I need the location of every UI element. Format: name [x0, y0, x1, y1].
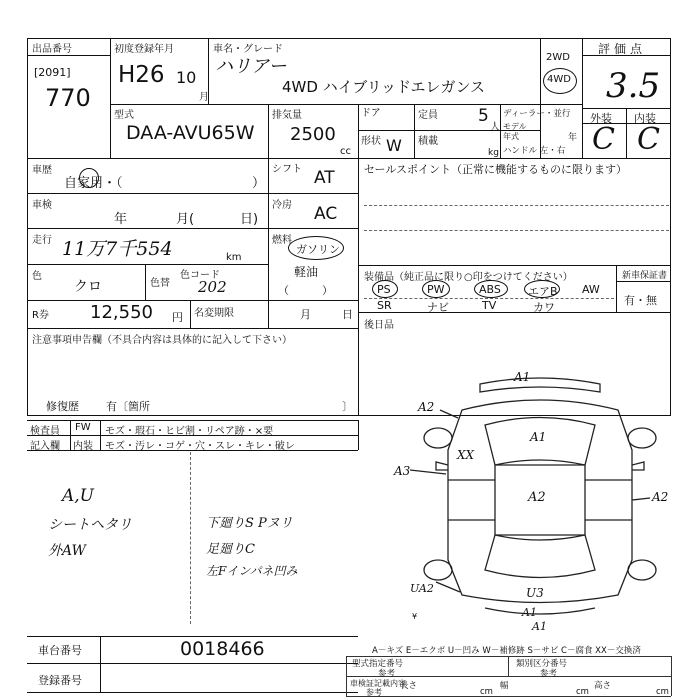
inspection-label: 車検 — [32, 200, 52, 211]
mark-a1-bottom: A1 — [532, 620, 547, 633]
fuel-paren: （ ） — [278, 284, 333, 297]
capacity-label: 定員 — [418, 110, 438, 121]
length-label: 長さ — [400, 681, 418, 691]
inspector-note-1: A,U — [62, 486, 95, 506]
equip-airbag: エアB — [528, 285, 558, 298]
fuel-gas: ガソリン — [296, 243, 340, 256]
repair-value: 有〔箇所 — [106, 400, 150, 413]
height-unit: cm — [656, 687, 669, 697]
name-change-day: 日 — [342, 308, 353, 321]
ac: AC — [314, 204, 338, 224]
mark-a3: A3 — [394, 464, 411, 478]
inspector-note-2: シートヘタリ — [48, 517, 132, 533]
history-label: 車歴 — [32, 165, 52, 176]
displacement-unit: cc — [340, 146, 351, 157]
damage-legend: A－キズ E－エクボ U－凹み W－補修跡 S－サビ C－腐食 XX－交換済 — [372, 646, 641, 656]
shift: AT — [314, 168, 335, 188]
inspector-label-2: 記入欄 — [30, 441, 60, 452]
small-mark: ¥ — [412, 612, 418, 621]
load-label: 積載 — [418, 136, 438, 147]
equip-leather: カワ — [533, 301, 555, 314]
repair-close: 〕 — [342, 400, 353, 413]
fuel-label: 燃料 — [272, 235, 292, 246]
score-label: 評価点 — [598, 42, 647, 56]
notes-label: 注意事項申告欄（不具合内容は具体的に記入して下さい） — [32, 335, 292, 346]
fw-label: FW — [75, 422, 91, 433]
equip-ps: PS — [377, 283, 391, 296]
registration-label: 登録番号 — [38, 674, 82, 687]
load-unit: kg — [488, 148, 499, 158]
shift-label: シフト — [272, 164, 302, 175]
name-change-month: 月 — [300, 308, 311, 321]
equip-pw: PW — [427, 283, 445, 296]
lot-number-label: 出品番号 — [32, 44, 72, 55]
mark-a2-right: A2 — [652, 490, 669, 504]
exterior-check-row: モズ・瑕石・ヒビ割・リペア跡・×要 — [105, 426, 274, 437]
color-change-label: 色替 — [150, 278, 170, 289]
car-name: ハリアー — [215, 56, 287, 77]
inspector-note-6: 左Fインパネ凹み — [206, 564, 298, 578]
inspector-note-4: 下廻りS Pヌリ — [206, 516, 293, 531]
dimension-label: 車検証記載内容 — [350, 679, 406, 688]
mileage-unit: km — [226, 252, 242, 263]
exterior-label: 外装 — [590, 112, 612, 125]
handle-label: ハンドル 左・右 — [503, 146, 566, 156]
inspection-month: 月( — [176, 212, 195, 227]
score: 3.5 — [606, 66, 661, 106]
first-reg-label: 初度登録年月 — [114, 44, 174, 55]
recycle-label: R券 — [32, 310, 49, 321]
mark-a1-rear: A1 — [522, 606, 537, 619]
drive-4wd: 4WD — [547, 74, 571, 85]
color: クロ — [74, 279, 102, 295]
color-code: 202 — [198, 278, 227, 296]
mark-a2-left: A2 — [418, 400, 435, 414]
spec-label: 型式指定番号 — [352, 659, 404, 669]
car-name-label: 車名・グレード — [213, 44, 283, 55]
first-reg-month-unit: 月 — [199, 92, 209, 103]
model-label: 型式 — [114, 110, 134, 121]
door-label: ドア — [361, 108, 381, 119]
lot-number: 770 — [45, 84, 91, 112]
shape-label: 形状 — [361, 136, 381, 147]
interior-label: 内装 — [634, 112, 656, 125]
warranty-label: 新車保証書 — [622, 271, 668, 281]
capacity-unit: 人 — [490, 122, 500, 133]
first-reg-era: H26 — [118, 62, 165, 88]
color-label: 色 — [32, 271, 42, 282]
history-text: 自家用・（ — [64, 176, 123, 191]
height-label: 高さ — [594, 681, 612, 691]
mark-u3: U3 — [526, 586, 544, 600]
chassis-number: 0018466 — [180, 638, 265, 660]
class-label: 類別区分番号 — [516, 659, 568, 669]
grade: 4WD ハイブリッドエレガンス — [282, 78, 485, 96]
capacity: 5 — [478, 106, 489, 126]
first-reg-month: 10 — [176, 68, 197, 87]
interior-check-row: モズ・汚レ・コゲ・穴・スレ・キレ・破レ — [105, 441, 295, 452]
interior-check-label: 内装 — [73, 441, 93, 452]
chassis-label: 車台番号 — [38, 644, 82, 657]
exterior-score: C — [592, 122, 615, 157]
drive-2wd: 2WD — [546, 52, 570, 63]
width-label: 幅 — [500, 681, 509, 691]
shape: W — [386, 136, 402, 155]
fuel-diesel: 軽油 — [294, 265, 319, 279]
inspection-day: 日) — [240, 212, 259, 227]
dimension-ref: 参考 — [366, 688, 382, 697]
warranty-value: 有・無 — [624, 294, 657, 307]
lot-number-small: [2091] — [34, 66, 71, 79]
inspection-year: 年 — [114, 212, 128, 227]
equip-tv: TV — [482, 299, 497, 312]
post-label: 後日品 — [364, 320, 394, 331]
model: DAA-AVU65W — [126, 122, 255, 144]
mark-xx: XX — [457, 448, 475, 462]
inspector-note-5: 足廻りC — [206, 542, 255, 557]
color-code-label: 色コード — [180, 270, 220, 281]
dealer-label: ディーラー・並行 — [503, 109, 571, 119]
ac-label: 冷房 — [272, 200, 292, 211]
equip-abs: ABS — [479, 283, 501, 296]
equip-sr: SR — [377, 299, 392, 312]
year-unit: 年 — [568, 133, 578, 143]
class-ref: 参考 — [540, 669, 558, 679]
mark-a1-hood: A1 — [530, 430, 547, 444]
inspector-label: 検査員 — [30, 426, 60, 437]
displacement-label: 排気量 — [272, 110, 302, 121]
interior-score: C — [637, 122, 660, 157]
repair-label: 修復歴 — [46, 400, 79, 413]
length-unit: cm — [480, 687, 493, 697]
mileage-label: 走行 — [32, 235, 52, 246]
recycle-unit: 円 — [172, 311, 183, 324]
mark-ua2: UA2 — [410, 582, 434, 595]
sales-point-label: セールスポイント（正常に機能するものに限ります） — [364, 163, 628, 176]
mark-a1-top: A1 — [514, 370, 531, 384]
recycle-amount: 12,550 — [90, 302, 153, 323]
spec-ref: 参考 — [378, 669, 396, 679]
model-year-label: モデル — [503, 122, 527, 131]
year-label: 年式 — [503, 132, 519, 141]
width-unit: cm — [576, 687, 589, 697]
name-change-label: 名変期限 — [194, 308, 234, 319]
equip-aw: AW — [582, 283, 600, 296]
mark-a2-roof: A2 — [528, 490, 546, 505]
displacement: 2500 — [290, 124, 336, 145]
equipment-label: 装備品（純正品に限り○印をつけてください） — [364, 272, 573, 283]
inspector-note-3: 外AW — [48, 543, 86, 559]
mileage-hand: 11万7千554 — [62, 238, 173, 260]
equip-navi: ナビ — [427, 301, 449, 314]
history-close: ） — [252, 176, 266, 191]
